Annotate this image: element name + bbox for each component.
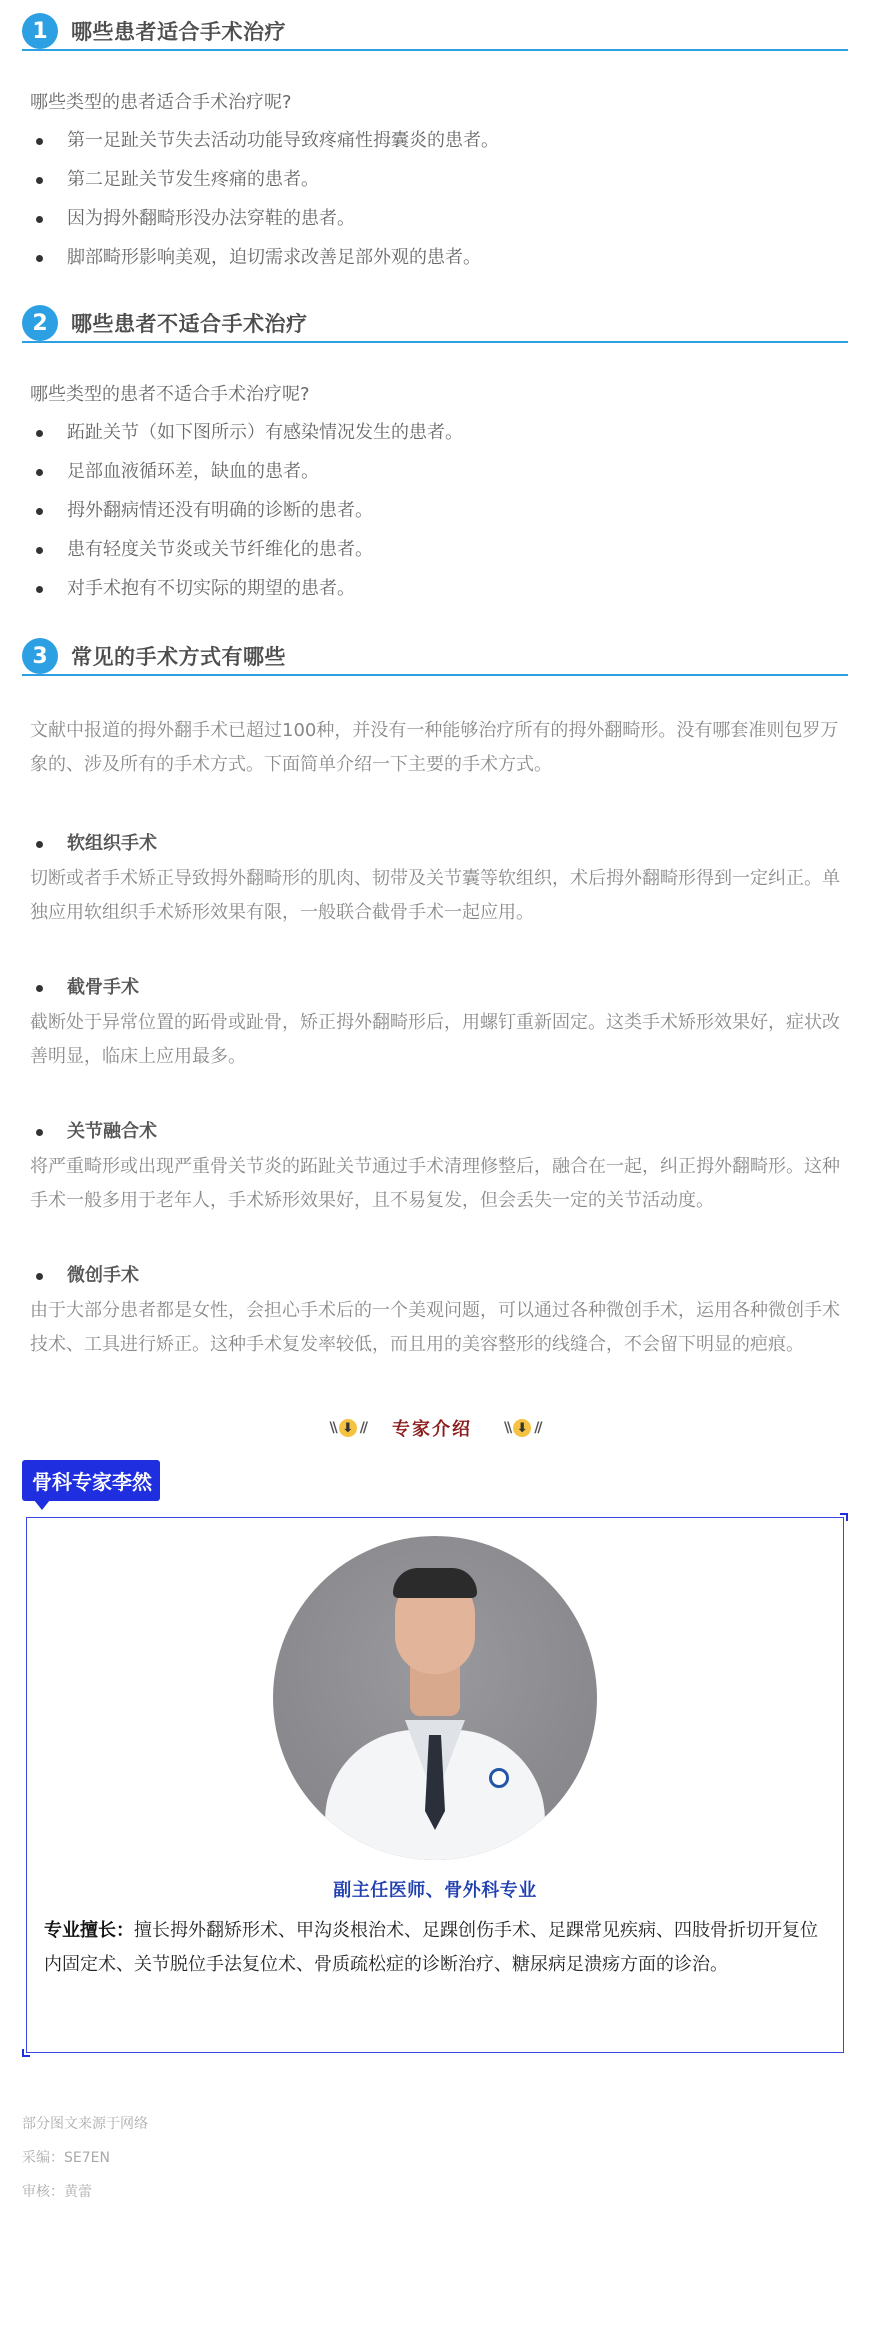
down-arrow-icon: ⬇: [339, 1419, 357, 1437]
method-block: [22, 1262, 848, 1362]
method-block: [22, 1118, 848, 1218]
article-footer: [22, 2107, 848, 2209]
method-title: 微创手术: [30, 1262, 848, 1290]
list-item: 脚部畸形影响美观，迫切需求改善足部外观的患者。: [30, 244, 848, 272]
corner-decoration: [22, 2049, 30, 2057]
suitable-patients-list: [30, 127, 848, 272]
list-item: 第二足趾关节发生疼痛的患者。: [30, 166, 848, 194]
unsuitable-patients-list: [30, 419, 848, 603]
method-block: [22, 974, 848, 1074]
slash-decoration-icon: \\: [504, 1420, 511, 1436]
method-description: 截断处于异常位置的跖骨或趾骨，矫正拇外翻畸形后，用螺钉重新固定。这类手术矫形效果好，症状改善明显，临床上应用最多。: [30, 1012, 840, 1067]
expert-card: [26, 1517, 844, 2053]
reviewer-credit: 审核：黄蕾: [22, 2184, 92, 2200]
hair: [393, 1568, 477, 1598]
expert-intro-banner: [22, 1414, 848, 1442]
section-number-badge: 1: [22, 13, 58, 49]
list-item: 拇外翻病情还没有明确的诊断的患者。: [30, 497, 848, 525]
source-note: 部分图文来源于网络: [22, 2116, 148, 2132]
section-number-badge: 3: [22, 638, 58, 674]
method-title: 关节融合术: [30, 1118, 848, 1146]
list-item: 跖趾关节（如下图所示）有感染情况发生的患者。: [30, 419, 848, 447]
section-2-header: [22, 307, 848, 343]
slash-decoration-icon: //: [359, 1420, 366, 1436]
decoration-right: [504, 1419, 540, 1437]
section-intro: 哪些类型的患者不适合手术治疗呢?: [30, 384, 310, 405]
method-description: 由于大部分患者都是女性，会担心手术后的一个美观问题，可以通过各种微创手术，运用各种微创手术技术、工具进行矫正。这种手术复发率较低，而且用的美容整形的线缝合，不会留下明显的疤痕。: [30, 1300, 840, 1355]
list-item: 对手术抱有不切实际的期望的患者。: [30, 575, 848, 603]
article-page: [0, 15, 870, 2209]
slash-decoration-icon: //: [534, 1420, 541, 1436]
decoration-left: [330, 1419, 366, 1437]
doctor-photo: [273, 1536, 597, 1860]
method-block: [22, 830, 848, 930]
method-description: 切断或者手术矫正导致拇外翻畸形的肌肉、韧带及关节囊等软组织，术后拇外翻畸形得到一定纠正。单独应用软组织手术矫形效果有限，一般联合截骨手术一起应用。: [30, 868, 840, 923]
corner-decoration: [840, 1513, 848, 1521]
method-description: 将严重畸形或出现严重骨关节炎的跖趾关节通过手术清理修整后，融合在一起，纠正拇外翻畸形。这种手术一般多用于老年人，手术矫形效果好，且不易复发，但会丢失一定的关节活动度。: [30, 1156, 840, 1211]
hospital-badge-icon: [489, 1768, 509, 1788]
expert-name-tag: 骨科专家李然: [22, 1460, 160, 1501]
list-item: 第一足趾关节失去活动功能导致疼痛性拇囊炎的患者。: [30, 127, 848, 155]
section-intro: 文献中报道的拇外翻手术已超过100种，并没有一种能够治疗所有的拇外翻畸形。没有哪套准则包罗万象的、涉及所有的手术方式。下面简单介绍一下主要的手术方式。: [30, 720, 839, 775]
slash-decoration-icon: \\: [329, 1420, 336, 1436]
specialty-label: 专业擅长：: [44, 1920, 134, 1941]
list-item: 患有轻度关节炎或关节纤维化的患者。: [30, 536, 848, 564]
method-title: 截骨手术: [30, 974, 848, 1002]
method-title: 软组织手术: [30, 830, 848, 858]
list-item: 足部血液循环差，缺血的患者。: [30, 458, 848, 486]
section-title: 常见的手术方式有哪些: [71, 645, 286, 669]
section-1-header: [22, 15, 848, 51]
section-intro: 哪些类型的患者适合手术治疗呢?: [30, 92, 292, 113]
specialty-text: [44, 1914, 825, 1982]
doctor-title: 副主任医师、骨外科专业: [333, 1880, 537, 1901]
section-title: 哪些患者不适合手术治疗: [71, 312, 308, 336]
banner-label: 专家介绍: [392, 1419, 472, 1440]
section-number-badge: 2: [22, 305, 58, 341]
editor-credit: 采编：SE7EN: [22, 2150, 110, 2166]
down-arrow-icon: ⬇: [513, 1419, 531, 1437]
section-title: 哪些患者适合手术治疗: [71, 20, 286, 44]
list-item: 因为拇外翻畸形没办法穿鞋的患者。: [30, 205, 848, 233]
specialty-description: 擅长拇外翻矫形术、甲沟炎根治术、足踝创伤手术、足踝常见疾病、四肢骨折切开复位内固定术、关节脱位手法复位术、骨质疏松症的诊断治疗、糖尿病足溃疡方面的诊治。: [44, 1920, 818, 1975]
section-3-header: [22, 640, 848, 676]
